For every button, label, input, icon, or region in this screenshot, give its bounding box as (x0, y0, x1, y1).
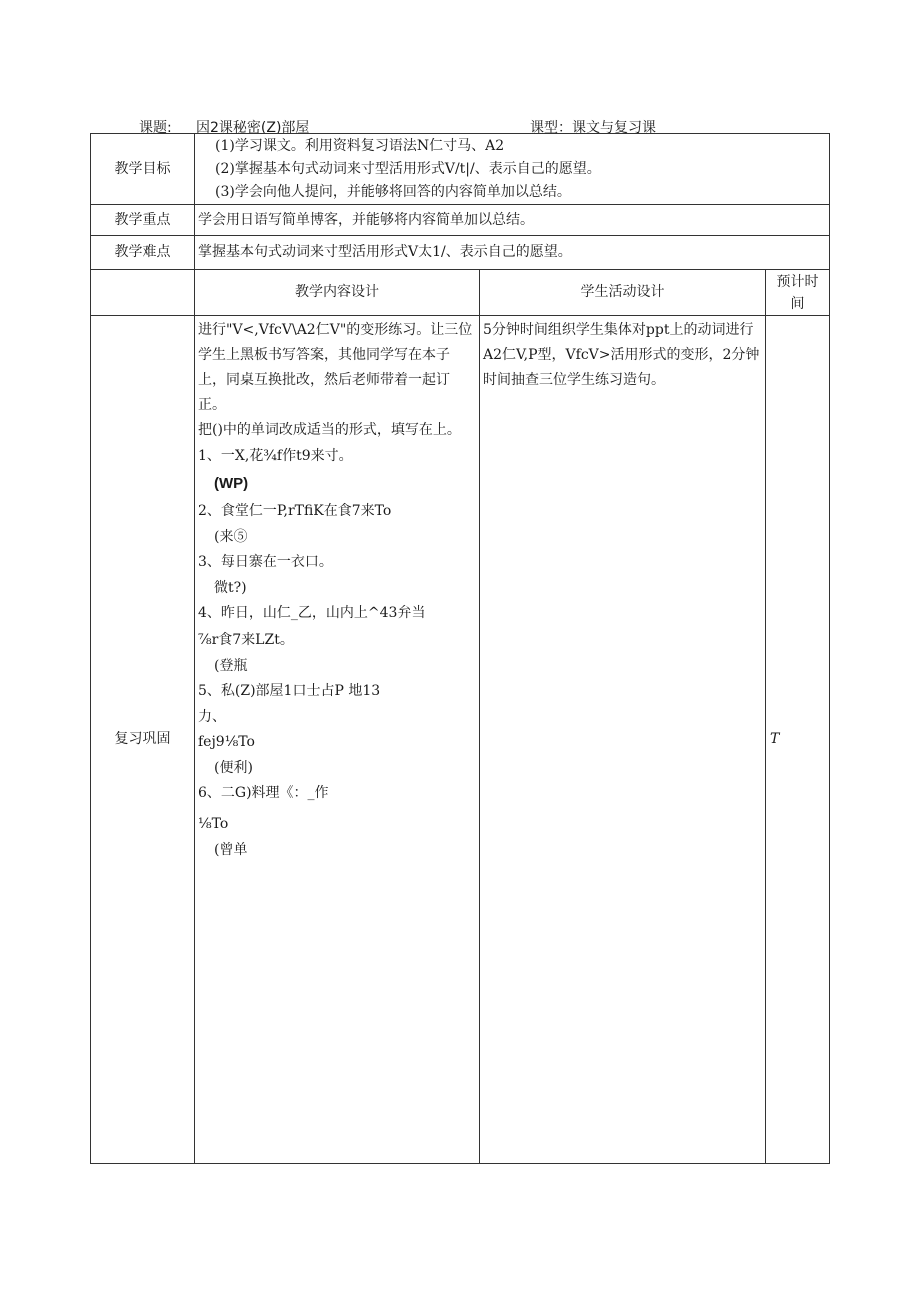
objective-item: (2)掌握基本句式动词来寸型活用形式V/t|/、表示自己的愿望。 (215, 161, 601, 177)
exercise-question: 4、昨日，山仁_乙，山内上^43弁当 (198, 605, 426, 621)
objectives-label: 教学目标 (91, 134, 195, 205)
exercise-question-cont: fej9⅛To (198, 734, 255, 750)
review-label: 复习巩固 (91, 316, 195, 1164)
difficulty-label: 教学难点 (91, 236, 195, 270)
lesson-type: 课型：课文与复习课 (530, 120, 656, 136)
exercise-question-cont: 力、 (198, 709, 226, 725)
focus-text: 学会用日语写简单博客，并能够将内容简单加以总结。 (195, 205, 830, 236)
time-header-line2: 间 (790, 295, 805, 312)
lesson-title: 因2课秘密(Z)部屋 (196, 120, 310, 136)
exercise-question-cont: ⅞r食7来LZt。 (198, 632, 294, 648)
time-header (766, 270, 830, 316)
exercise-hint: (来⑤ (214, 529, 248, 545)
lesson-plan-table (90, 133, 830, 1164)
column-header-row (91, 270, 830, 316)
review-row (91, 316, 830, 1164)
exercise-hint: (便利) (214, 760, 253, 776)
exercise-hint: (登瓶 (214, 658, 248, 674)
content-design-header: 教学内容设计 (195, 270, 480, 316)
time-estimate: T (770, 731, 780, 747)
header-label: 课题: (139, 120, 172, 136)
empty-header-cell (91, 270, 195, 316)
objectives-row (91, 134, 830, 205)
difficulty-text: 掌握基本句式动词来寸型活用形式V太1/、表示自己的愿望。 (195, 236, 830, 270)
exercise-hint: (曾单 (214, 842, 248, 858)
exercise-question: 1、一X,花¾f作t9来寸。 (198, 448, 353, 464)
review-time-cell (766, 316, 830, 1164)
exercise-question: 3、每日寨在一衣口。 (198, 554, 333, 570)
exercise-question: 5、私(Z)部屋1口士占P 地13 (198, 683, 381, 699)
exercise-question-cont: ⅛To (198, 816, 229, 832)
review-intro: 进行"V<,VfcV\A2仁V"的变形练习。让三位学生上黑板书写答案，其他同学写在本子上，同桌互换批改，然后老师带着一起订正。 (198, 322, 473, 413)
exercise-question: 6、二G)料理《：_作 (198, 785, 329, 801)
student-activity-text: 5分钟时间组织学生集体对ppt上的动词进行A2仁V,P型，VfcV>活用形式的变形，2分钟时间抽查三位学生练习造句。 (483, 322, 760, 388)
review-activity-cell (480, 316, 766, 1164)
objective-item: (1)学习课文。利用资料复习语法N仁寸马、A2 (215, 138, 505, 154)
student-activity-header: 学生活动设计 (480, 270, 766, 316)
difficulty-row (91, 236, 830, 270)
objective-item: (3)学会向他人提问，并能够将回答的内容简单加以总结。 (215, 184, 571, 200)
review-instruction: 把()中的单词改成适当的形式，填写在上。 (198, 422, 461, 438)
exercise-hint: 微t?) (214, 580, 247, 596)
focus-label: 教学重点 (91, 205, 195, 236)
time-header-line1: 预计时 (776, 273, 819, 290)
focus-row (91, 205, 830, 236)
exercise-hint: (WP) (214, 475, 249, 492)
exercise-question: 2、食堂仁一P,rTfiK在食7来To (198, 503, 392, 519)
objectives-cell (195, 134, 830, 205)
review-content-cell (195, 316, 480, 1164)
